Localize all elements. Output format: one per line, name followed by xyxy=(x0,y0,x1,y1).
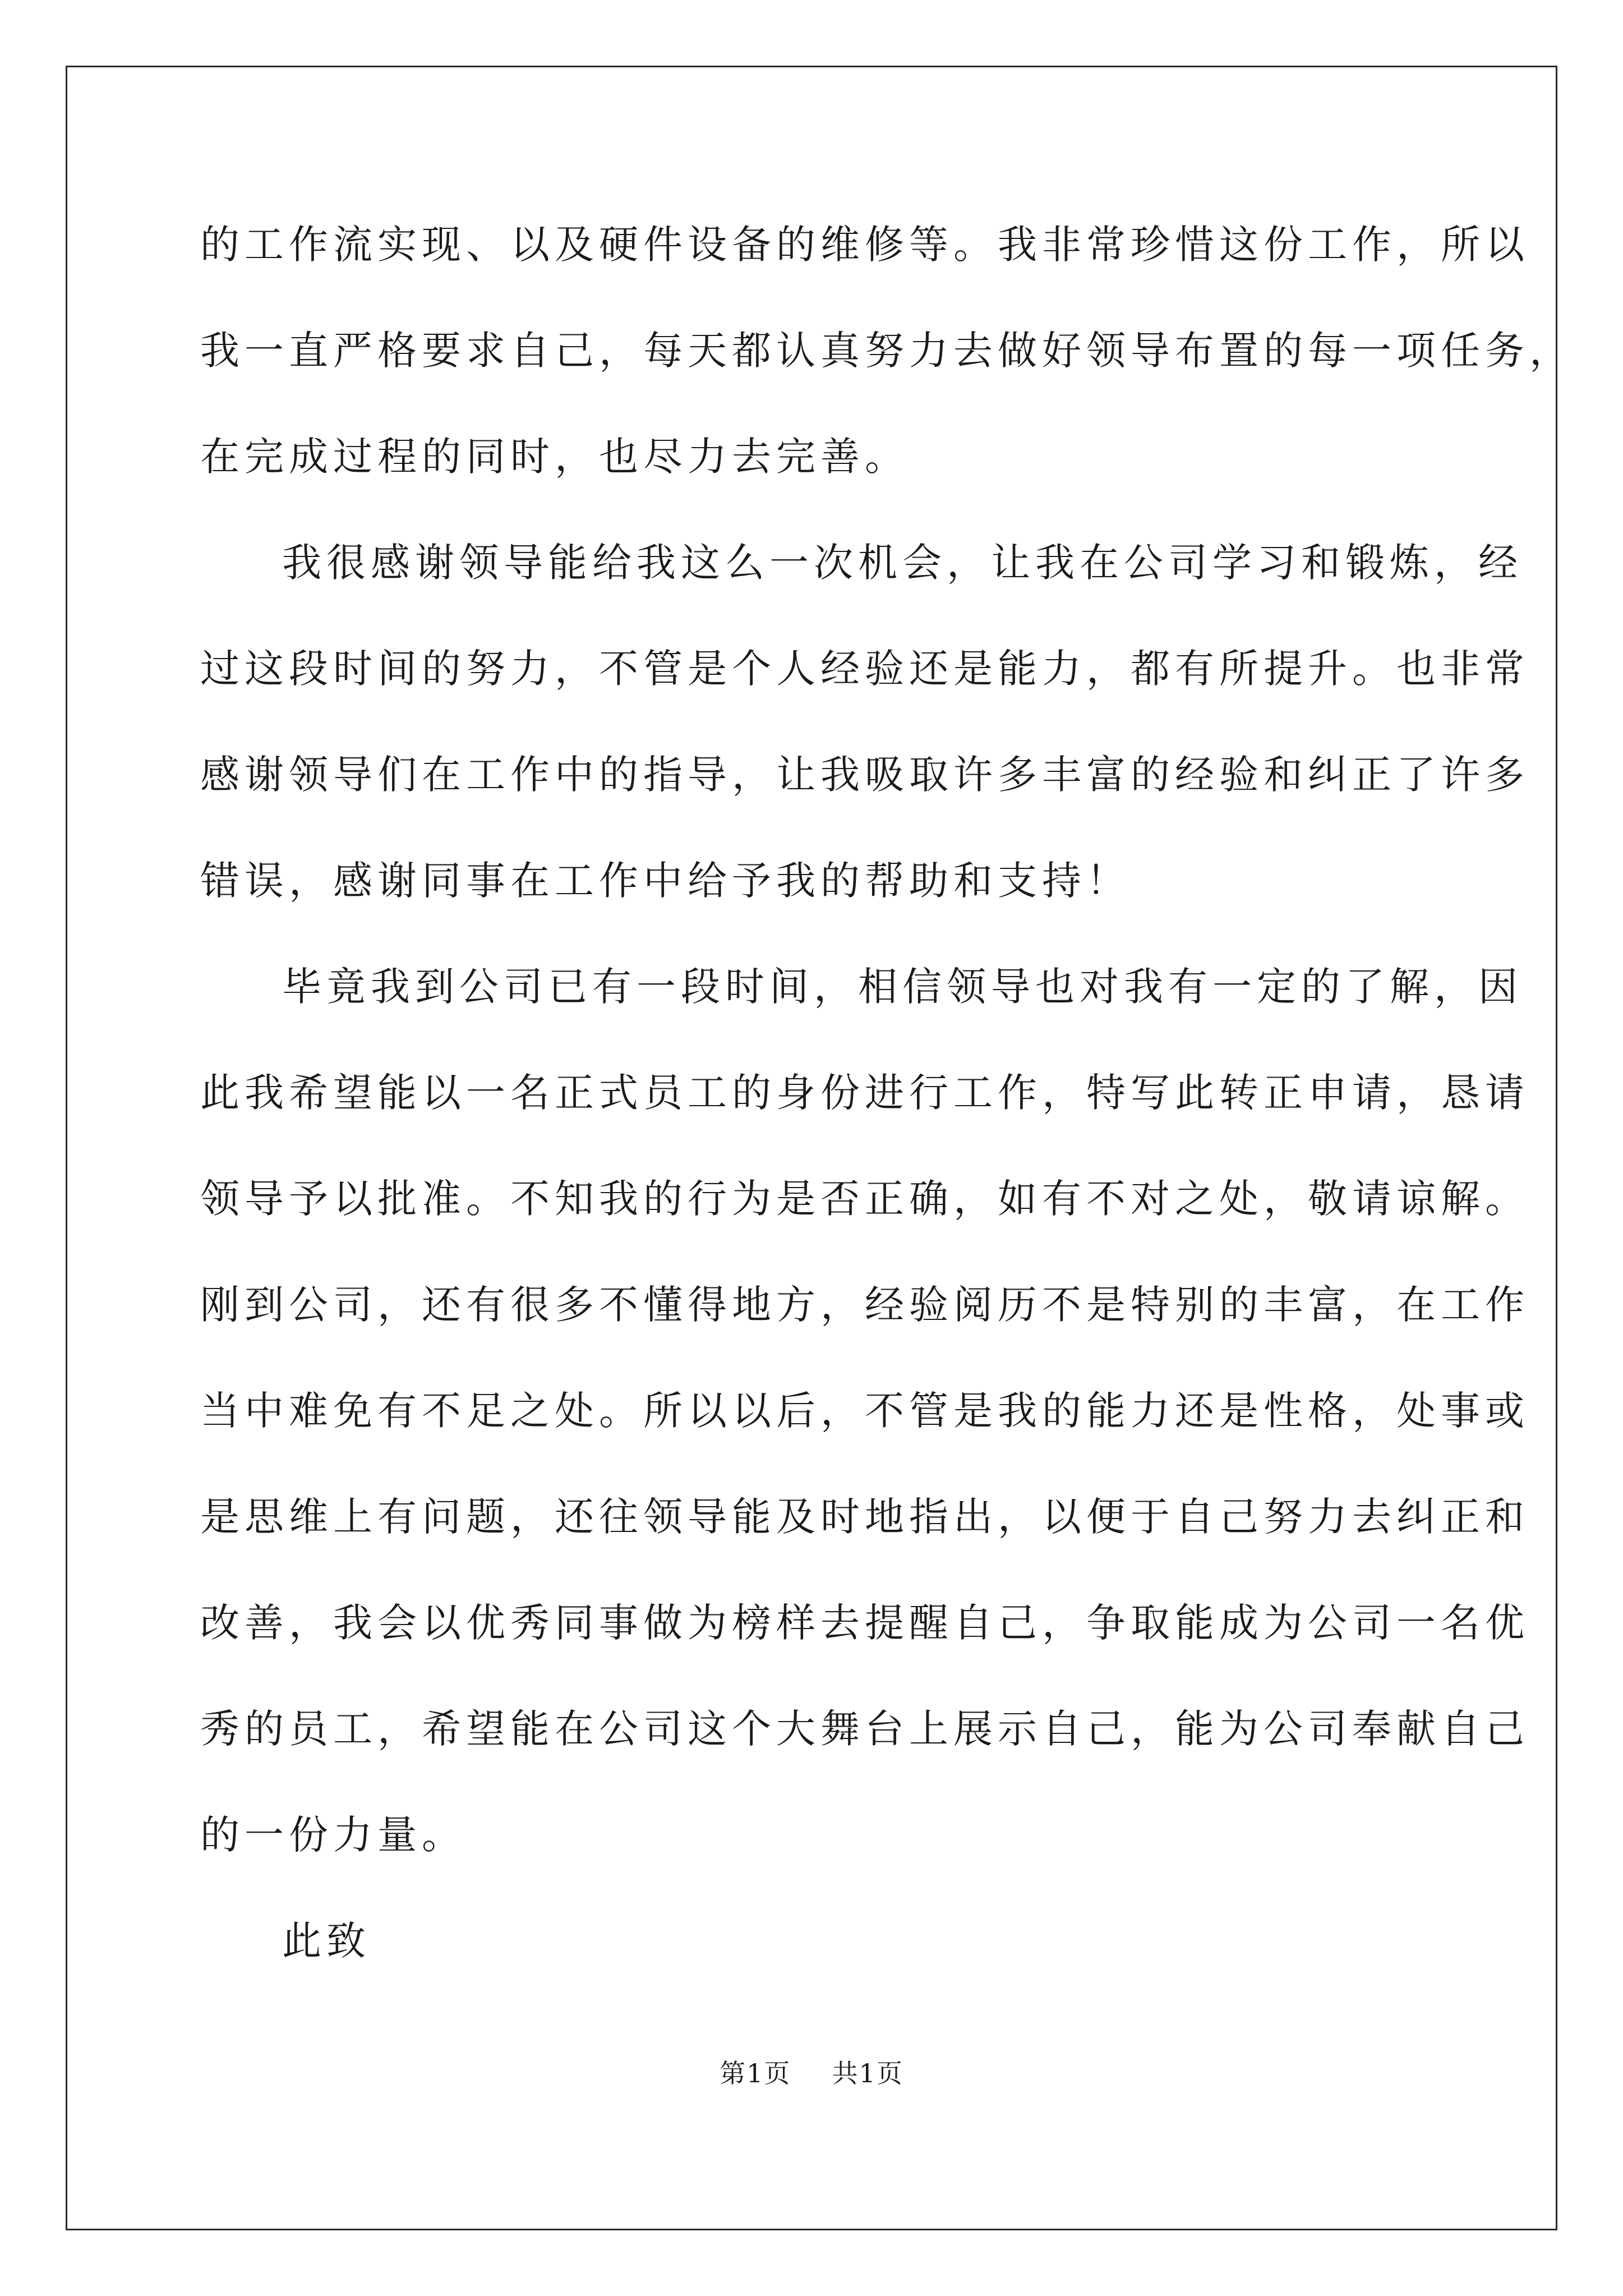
text-line: 我一直严格要求自己，每天都认真努力去做好领导布置的每一项任务， xyxy=(200,328,1574,374)
closing-salutation: 此致 xyxy=(282,1918,371,1964)
text-line: 我很感谢领导能给我这么一次机会，让我在公司学习和锻炼，经 xyxy=(282,540,1523,586)
text-line: 在完成过程的同时，也尽力去完善。 xyxy=(200,434,909,480)
page-total: 共1页 xyxy=(832,2058,903,2088)
text-line: 刚到公司，还有很多不懂得地方，经验阅历不是特别的丰富，在工作 xyxy=(200,1282,1529,1328)
page-footer xyxy=(0,2053,1623,2090)
text-line: 的一份力量。 xyxy=(200,1812,466,1858)
text-line: 此我希望能以一名正式员工的身份进行工作，特写此转正申请，恳请 xyxy=(200,1070,1529,1116)
text-line: 感谢领导们在工作中的指导，让我吸取许多丰富的经验和纠正了许多 xyxy=(200,752,1529,798)
page-number: 第1页 xyxy=(720,2058,791,2088)
text-line: 毕竟我到公司已有一段时间，相信领导也对我有一定的了解，因 xyxy=(282,964,1523,1010)
letter-body xyxy=(200,218,1574,2020)
text-line: 领导予以批准。不知我的行为是否正确，如有不对之处，敬请谅解。 xyxy=(200,1176,1529,1222)
text-line: 的工作流实现、以及硬件设备的维修等。我非常珍惜这份工作，所以 xyxy=(200,222,1529,268)
text-line: 改善，我会以优秀同事做为榜样去提醒自己，争取能成为公司一名优 xyxy=(200,1600,1529,1646)
text-line: 错误，感谢同事在工作中给予我的帮助和支持！ xyxy=(200,858,1131,904)
text-line: 是思维上有问题，还往领导能及时地指出，以便于自己努力去纠正和 xyxy=(200,1494,1529,1540)
text-line: 当中难免有不足之处。所以以后，不管是我的能力还是性格，处事或 xyxy=(200,1388,1529,1434)
text-line: 秀的员工，希望能在公司这个大舞台上展示自己，能为公司奉献自己 xyxy=(200,1706,1529,1752)
text-line: 过这段时间的努力，不管是个人经验还是能力，都有所提升。也非常 xyxy=(200,646,1529,692)
